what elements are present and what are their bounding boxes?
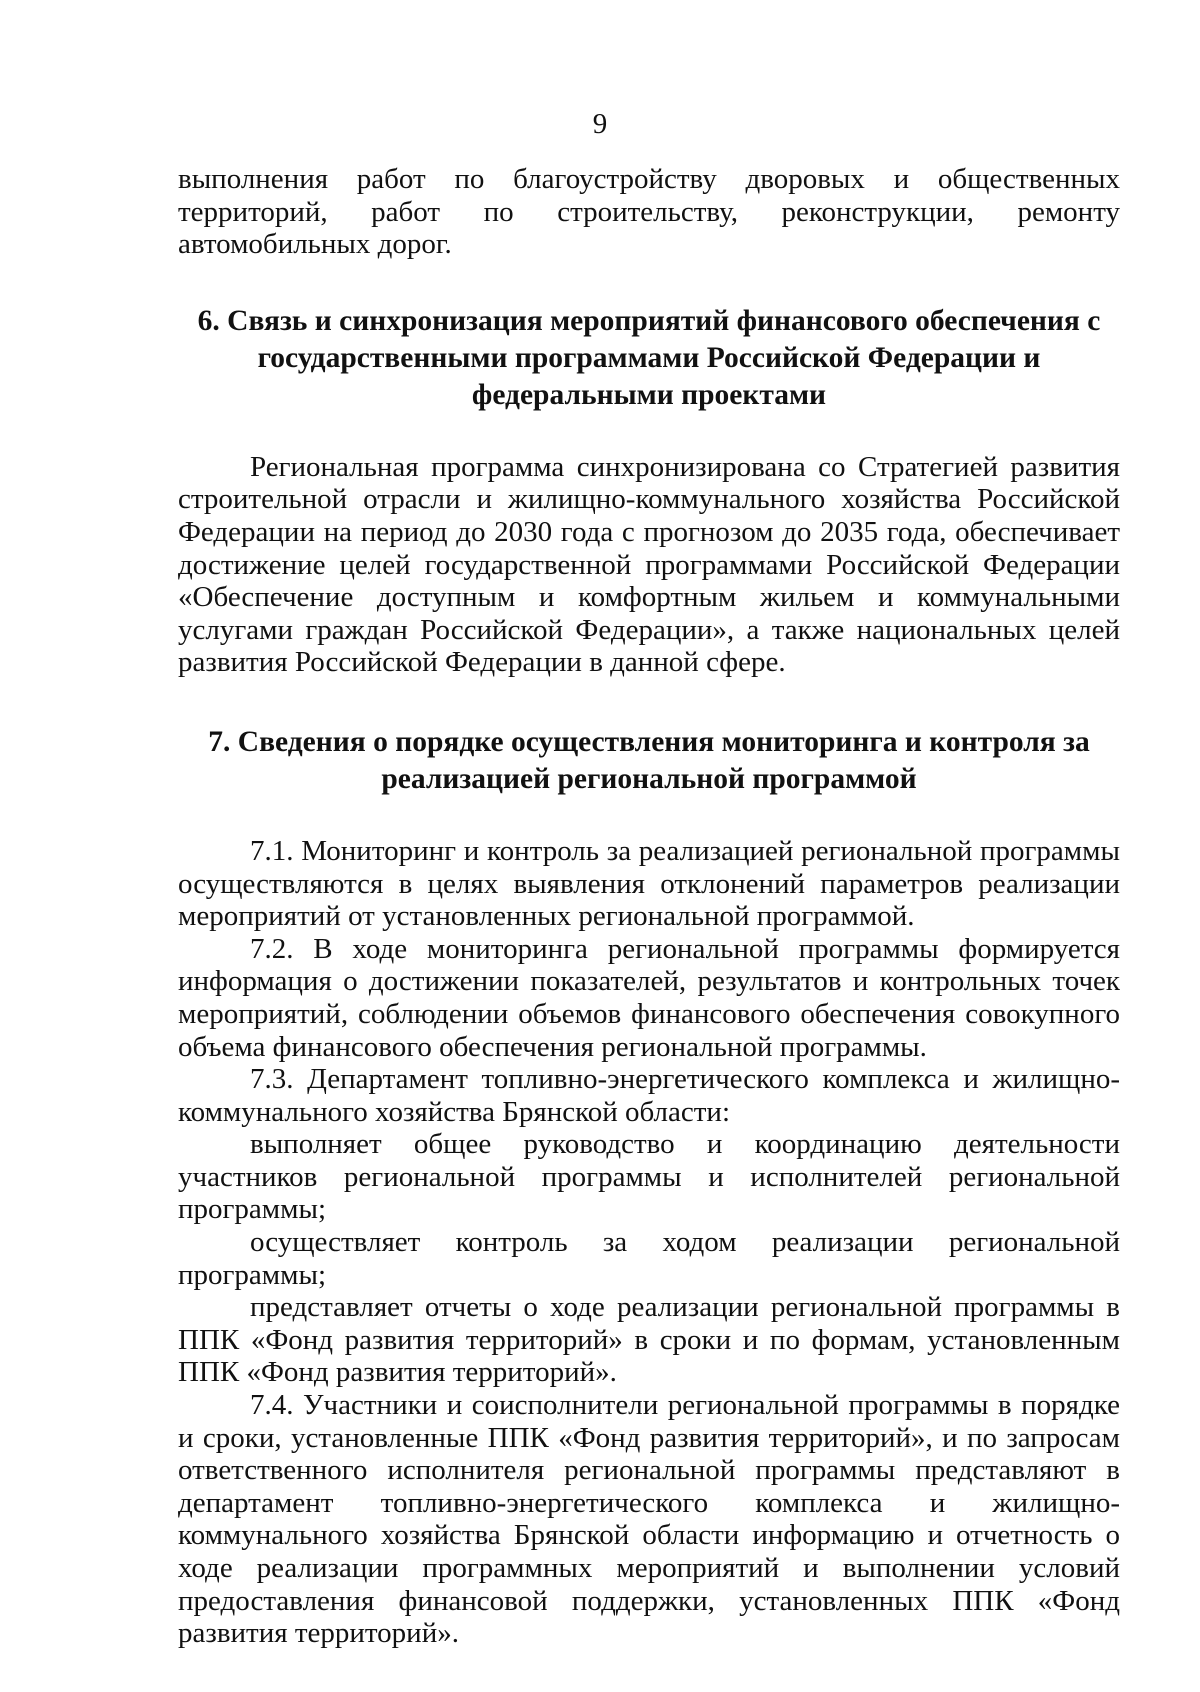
intro-continuation-paragraph: выполнения работ по благоустройству дворовых и общественных территорий, работ по строительству, реконструкции, ремонту автомобильных дорог.: [178, 163, 1120, 261]
paragraph-7-3-item-reports: представляет отчеты о ходе реализации региональной программы в ППК «Фонд развития территорий» в сроки и по формам, установленным ППК «Фонд развития территорий».: [178, 1291, 1120, 1389]
page-number: 9: [592, 108, 608, 140]
paragraph-7-3-item-leadership: выполняет общее руководство и координацию деятельности участников региональной программы и исполнителей региональной программы;: [178, 1128, 1120, 1226]
section-6-paragraph: Региональная программа синхронизирована со Стратегией развития строительной отрасли и жилищно-коммунального хозяйства Российской Федерации на период до 2030 года с прогнозом до 2035 года, обеспечивает достижение целей государственной программами Российской Федерации «Обеспечение доступным и комфортным жильем и коммунальными услугами граждан Российской Федерации», а также национальных целей развития Российской Федерации в данной сфере.: [178, 450, 1120, 679]
paragraph-7-3-item-control: осуществляет контроль за ходом реализации региональной программы;: [178, 1226, 1120, 1291]
paragraph-7-2: 7.2. В ходе мониторинга региональной программы формируется информация о достижении показателей, результатов и контрольных точек мероприятий, соблюдении объемов финансового обеспечения совокупного объема финансового обеспечения региональной программы.: [178, 932, 1120, 1063]
paragraph-7-1: 7.1. Мониторинг и контроль за реализацией региональной программы осуществляются в целях выявления отклонений параметров реализации мероприятий от установленных региональной программой.: [178, 834, 1120, 933]
section-6-heading: 6. Связь и синхронизация мероприятий финансового обеспечения с государственными программами Российской Федерации и федеральными проектами: [197, 304, 1101, 411]
section-7-heading: 7. Сведения о порядке осуществления мониторинга и контроля за реализацией региональной программой: [208, 725, 1090, 795]
document-body: [178, 163, 1120, 1650]
paragraph-7-3: 7.3. Департамент топливно-энергетического комплекса и жилищно-коммунального хозяйства Брянской области:: [178, 1063, 1120, 1128]
paragraph-7-4: 7.4. Участники и соисполнители региональной программы в порядке и сроки, установленные ППК «Фонд развития территорий», и по запросам ответственного исполнителя региональной программы представляют в департамент топливно-энергетического комплекса и жилищно-коммунального хозяйства Брянской области информацию и отчетность о ходе реализации программных мероприятий и выполнении условий предоставления финансовой поддержки, установленных ППК «Фонд развития территорий».: [178, 1389, 1120, 1650]
